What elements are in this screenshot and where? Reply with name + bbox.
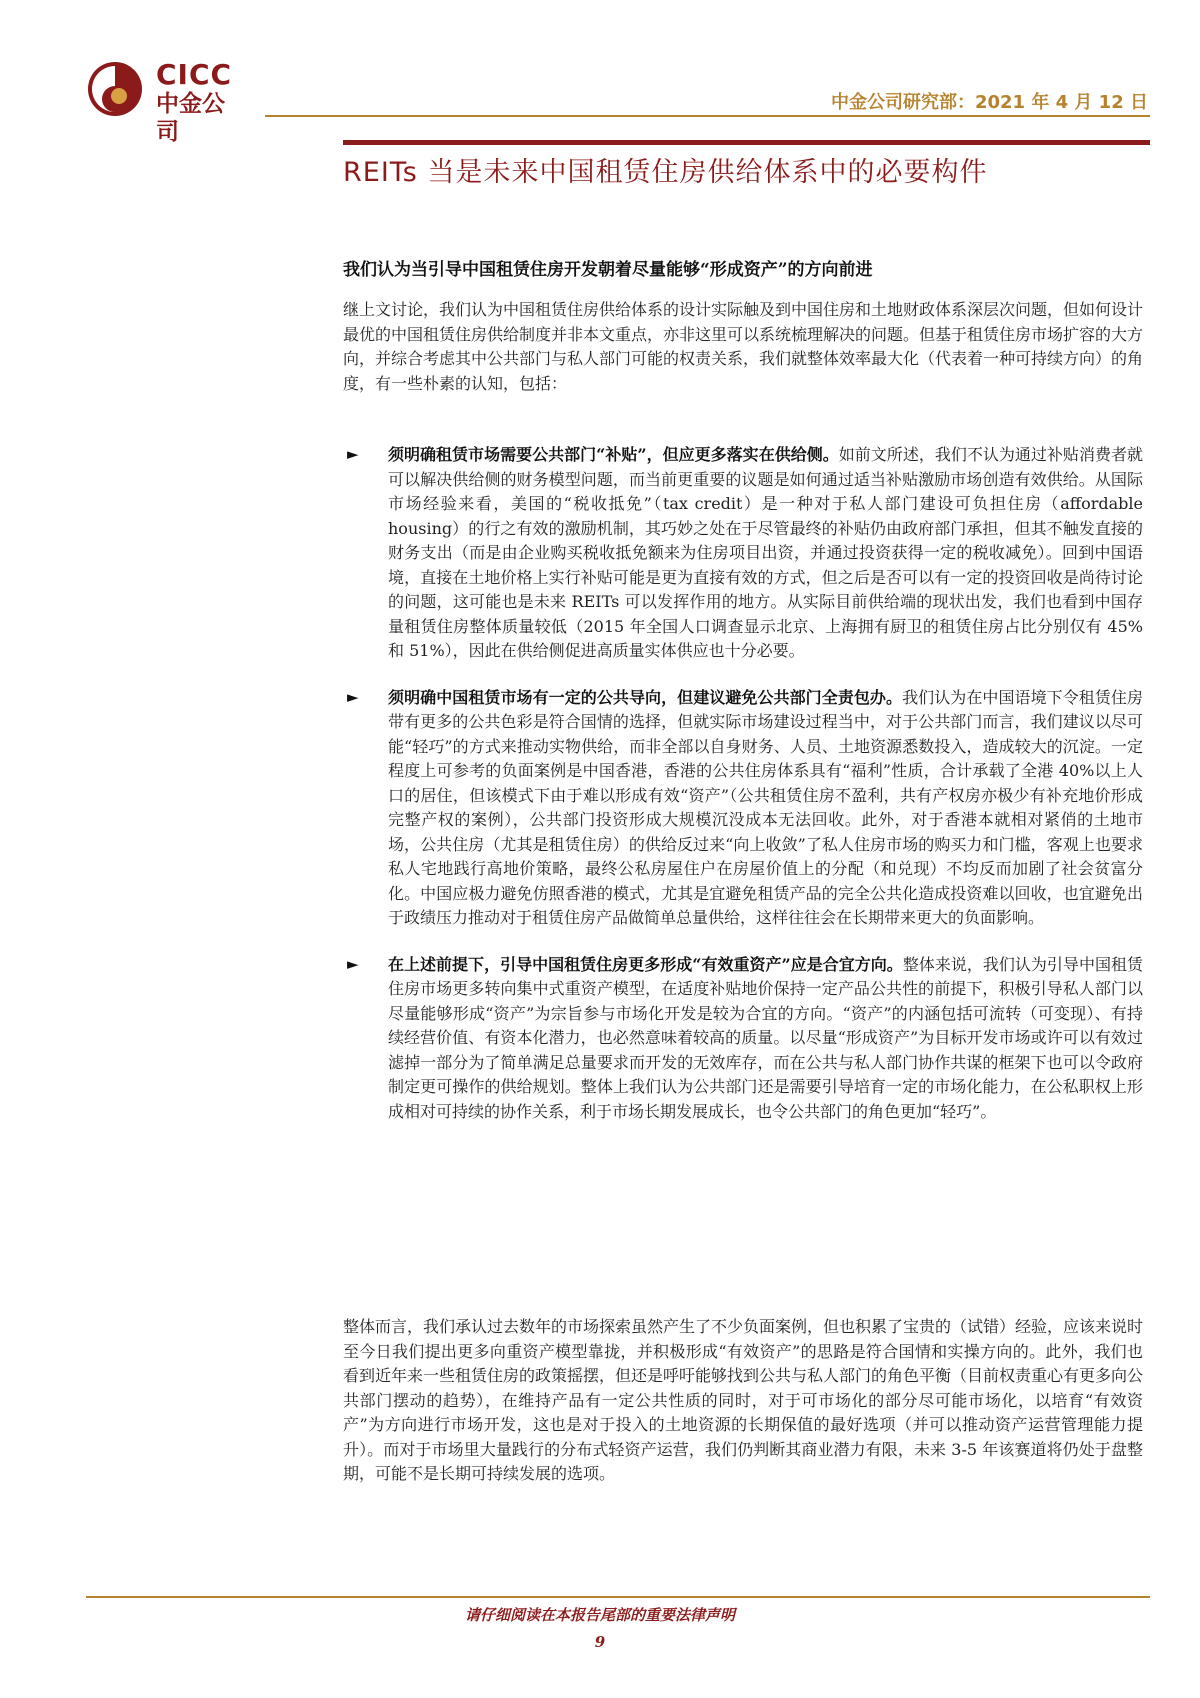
triangle-bullet-icon: ► <box>347 687 359 706</box>
bullet-text: 整体来说，我们认为引导中国租赁住房市场更多转向集中式重资产模型，在适度补贴地价保持一定产品公共性的前提下，积极引导私人部门以尽量能够形成“资产”为宗旨参与市场化开发是较为合宜的方向。“资产”的内涵包括可流转（可变现）、有持续经营价值、有资本化潜力，也必然意味着较高的质量。以尽量“形成资产”为目标开发市场或许可以有效过滤掉一部分为了简单满足总量要求而开发的无效库存，而在公共与私人部门协作共谋的框架下也可以令政府制定更可操作的供给规划。整体上我们认为公共部门还是需要引导培育一定的市场化能力，在公私职权上形成相对可持续的协作关系，利于市场长期发展成长，也令公共部门的角色更加“轻巧”。 <box>388 954 1143 1121</box>
page-title: REITs 当是未来中国租赁住房供给体系中的必要构件 <box>343 157 988 188</box>
bullet-list <box>343 443 1143 1146</box>
triangle-bullet-icon: ► <box>347 954 359 973</box>
header-date: 中金公司研究部：2021 年 4 月 12 日 <box>830 92 1148 113</box>
bullet-item <box>343 953 1143 1125</box>
bullet-lead: 须明确中国租赁市场有一定的公共导向，但建议避免公共部门全责包办。 <box>388 687 903 707</box>
footer-disclaimer: 请仔细阅读在本报告尾部的重要法律声明 <box>464 1606 735 1624</box>
section-heading: 我们认为当引导中国租赁住房开发朝着尽量能够“形成资产”的方向前进 <box>343 260 873 280</box>
bullet-lead: 须明确租赁市场需要公共部门“补贴”，但应更多落实在供给侧。 <box>388 445 839 464</box>
bullet-item <box>343 443 1143 664</box>
logo-text-cn: 中金公司 <box>156 91 225 145</box>
bullet-item <box>343 686 1143 931</box>
cicc-logo <box>86 58 246 145</box>
conclusion-text: 整体而言，我们承认过去数年的市场探索虽然产生了不少负面案例，但也积累了宝贵的（试错）经验，应该来说时至今日我们提出更多向重资产模型靠拢，并积极形成“有效资产”的思路是符合国情和实操方向的。此外，我们也看到近年来一些租赁住房的政策摇摆，但还是呼吁能够找到公共与私人部门的角色平衡（目前权责重心有更多向公共部门摆动的趋势），在维持产品有一定公共性质的同时，对于可市场化的部分尽可能市场化，以培育“有效资产”为方向进行市场开发，这也是对于投入的土地资源的长期保值的最好选项（并可以推动资产运营管理能力提升）。而对于市场里大量践行的分布式轻资产运营，我们仍判断其商业潜力有限，未来 3-5 年该赛道将仍处于盘整期，可能不是长期可持续发展的选项。 <box>343 1317 1144 1483</box>
triangle-bullet-icon: ► <box>347 445 359 463</box>
footer-divider <box>86 1596 1150 1598</box>
conclusion-paragraph <box>343 1315 1143 1487</box>
cicc-logo-icon <box>86 60 144 118</box>
intro-text: 继上文讨论，我们认为中国租赁住房供给体系的设计实际触及到中国住房和土地财政体系深层次问题，但如何设计最优的中国租赁住房供给制度并非本文重点，亦非这里可以系统梳理解决的问题。但基于租赁住房市场扩容的大方向，并综合考虑其中公共部门与私人部门可能的权责关系，我们就整体效率最大化（代表着一种可持续方向）的角度，有一些朴素的认知，包括： <box>343 300 1144 393</box>
logo-text-en: CICC <box>156 58 233 91</box>
bullet-text: 如前文所述，我们不认为通过补贴消费者就可以解决供给侧的财务模型问题，而当前更重要的议题是如何通过适当补贴激励市场创造有效供给。从国际市场经验来看，美国的“税收抵免”（tax credit）是一种对于私人部门建设可负担住房（affordable housing）的行之有效的激励机制，其巧妙之处在于尽管最终的补贴仍由政府部门承担，但其不触发直接的财务支出（而是由企业购买税收抵免额来为住房项目出资，并通过投资获得一定的税收减免）。回到中国语境，直接在土地价格上实行补贴可能是更为直接有效的方式，但之后是否可以有一定的投资回收是尚待讨论的问题，这可能也是未来 REITs 可以发挥作用的地方。从实际目前供给端的现状出发，我们也看到中国存量租赁住房整体质量较低（2015 年全国人口调查显示北京、上海拥有厨卫的租赁住房占比分别仅有 45%和 51%），因此在供给侧促进高质量实体供应也十分必要。 <box>388 445 1143 660</box>
header-divider <box>265 115 1150 117</box>
title-divider <box>343 140 1150 145</box>
intro-paragraph <box>343 298 1143 396</box>
bullet-text: 我们认为在中国语境下令租赁住房带有更多的公共色彩是符合国情的选择，但就实际市场建设过程当中，对于公共部门而言，我们建议以尽可能“轻巧”的方式来推动实物供给，而非全部以自身财务、人员、土地资源悉数投入，造成较大的沉淀。一定程度上可参考的负面案例是中国香港，香港的公共住房体系具有“福利”性质，合计承载了全港 40%以上人口的居住，但该模式下由于难以形成有效“资产”（公共租赁住房不盈利，共有产权房亦极少有补充地价形成完整产权的案例），公共部门投资形成大规模沉没成本无法回收。此外，对于香港本就相对紧俏的土地市场，公共住房（尤其是租赁住房）的供给反过来“向上收敛”了私人住房市场的购买力和门槛，客观上也要求私人宅地践行高地价策略，最终公私房屋住户在房屋价值上的分配（和兑现）不均反而加剧了社会贫富分化。中国应极力避免仿照香港的模式，尤其是宜避免租赁产品的完全公共化造成投资难以回收，也宜避免出于政绩压力推动对于租赁住房产品做简单总量供给，这样往往会在长期带来更大的负面影响。 <box>388 687 1143 927</box>
bullet-lead: 在上述前提下，引导中国租赁住房更多形成“有效重资产”应是合宜方向。 <box>388 954 903 974</box>
page-number: 9 <box>594 1633 606 1651</box>
